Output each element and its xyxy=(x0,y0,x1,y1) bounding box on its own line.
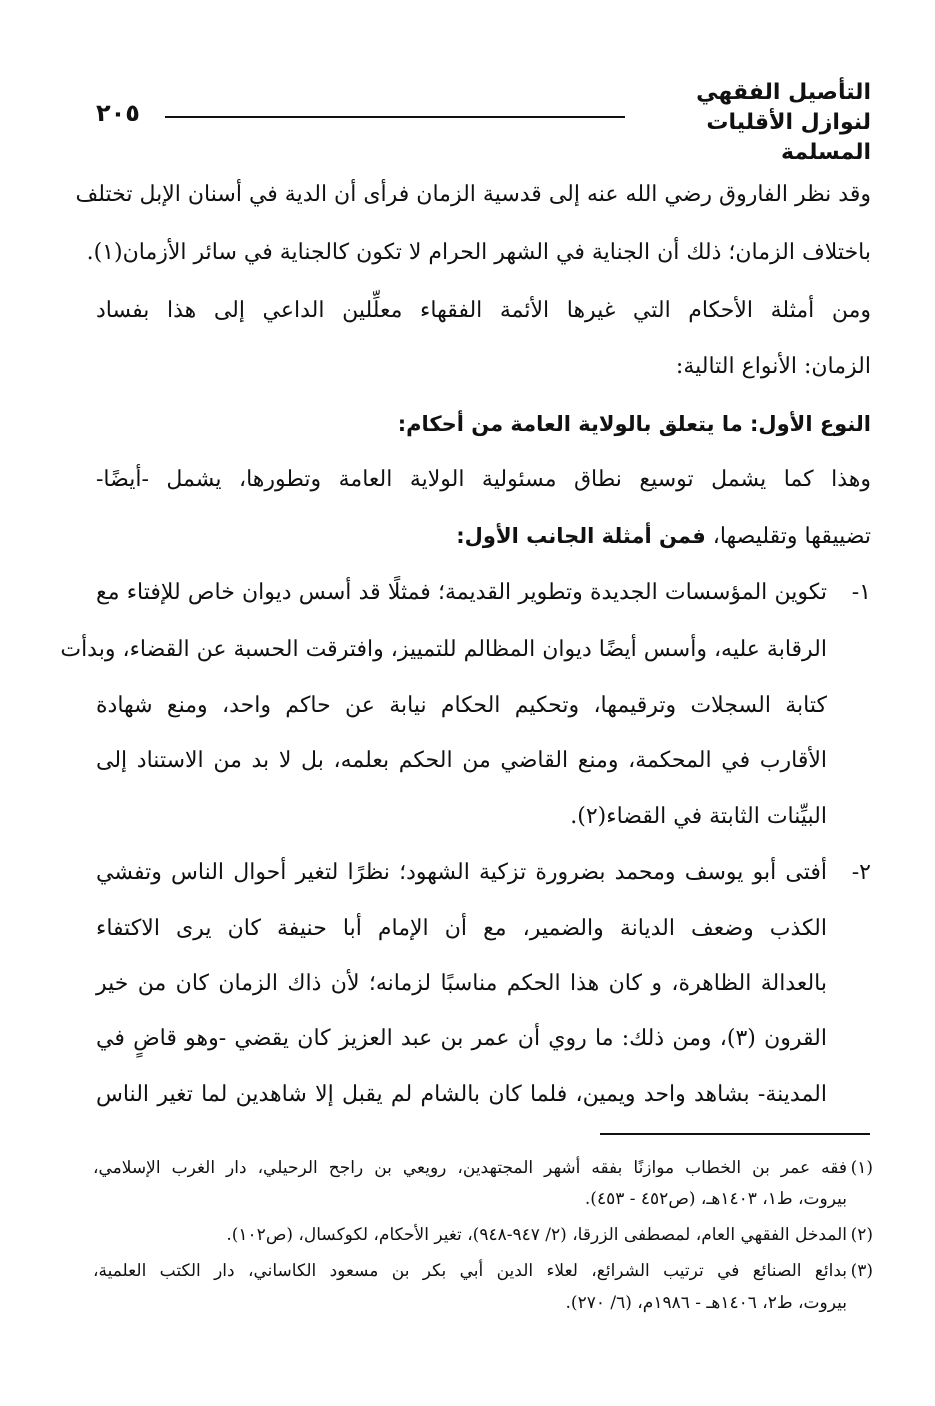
paragraph-1-line-2: باختلاف الزمان؛ ذلك أن الجناية في الشهر الحرام لا تكون كالجناية في سائر الأزمان(١). xyxy=(86,240,871,265)
list-item-2-line-1: أفتى أبو يوسف ومحمد بضرورة تزكية الشهود؛ نظرًا لتغير أحوال الناس وتفشي xyxy=(96,860,827,885)
footnote-3-line-2: بيروت، ط٢، ١٤٠٦هـ - ١٩٨٦م، (٦/ ٢٧٠). xyxy=(565,1293,847,1313)
footnote-separator xyxy=(600,1133,870,1135)
list-item-1-line-5: البيِّنات الثابتة في القضاء(٢). xyxy=(570,804,827,829)
list-item-1-line-4: الأقارب في المحكمة، ومنع القاضي من الحكم بعلمه، بل لا بد من الاستناد إلى xyxy=(96,748,827,773)
header-rule xyxy=(165,116,625,118)
footnote-1-line-2: بيروت، ط١، ١٤٠٣هـ، (ص٤٥٢ - ٤٥٣). xyxy=(584,1189,847,1209)
paragraph-1-line-1: وقد نظر الفاروق رضي الله عنه إلى قدسية الزمان فرأى أن الدية في أسنان الإبل تختلف xyxy=(75,182,871,207)
list-item-2-line-3: بالعدالة الظاهرة، و كان هذا الحكم مناسبًا لزمانه؛ لأن ذاك الزمان كان من خير xyxy=(96,971,827,996)
list-item-2-line-2: الكذب وضعف الديانة والضمير، مع أن الإمام أبا حنيفة كان يرى الاكتفاء xyxy=(96,916,827,941)
running-header-title xyxy=(631,78,871,168)
paragraph-3-line-2-text: تضييقها وتقليصها، xyxy=(712,524,871,549)
list-item-2-line-5: المدينة- بشاهد واحد ويمين، فلما كان بالشام لم يقبل إلا شاهدين لما تغير الناس xyxy=(96,1082,827,1107)
footnote-3-number: (٣) xyxy=(850,1261,873,1281)
section-heading: النوع الأول: ما يتعلق بالولاية العامة من أحكام: xyxy=(397,412,871,436)
header-title-line-1: التأصيل الفقهي xyxy=(696,80,871,105)
paragraph-3-line-2-bold: فمن أمثلة الجانب الأول: xyxy=(456,524,706,548)
list-item-1-number: ١- xyxy=(851,580,871,605)
list-item-1-line-3: كتابة السجلات وترقيمها، وتحكيم الحكام نيابة عن حاكم واحد، ومنع شهادة xyxy=(96,693,827,718)
paragraph-3-line-2 xyxy=(96,521,871,552)
paragraph-3-line-1: وهذا كما يشمل توسيع نطاق مسئولية الولاية العامة وتطورها، يشمل -أيضًا- xyxy=(96,467,871,492)
list-item-1-line-1: تكوين المؤسسات الجديدة وتطوير القديمة؛ فمثلًا قد أسس ديوان خاص للإفتاء مع xyxy=(96,580,827,605)
footnote-1-number: (١) xyxy=(850,1158,873,1178)
header-title-line-2: لنوازل الأقليات المسلمة xyxy=(706,110,871,165)
footnote-3-line-1: بدائع الصنائع في ترتيب الشرائع، لعلاء الدين أبي بكر بن مسعود الكاساني، دار الكتب العلمية، xyxy=(93,1261,847,1281)
footnote-1-line-1: فقه عمر بن الخطاب موازنًا بفقه أشهر المجتهدين، رويعي بن راجح الرحيلي، دار الغرب الإسلامي، xyxy=(93,1158,847,1178)
page-number: ٢٠٥ xyxy=(96,99,140,127)
paragraph-2-line-1: ومن أمثلة الأحكام التي غيرها الأئمة الفقهاء معلِّلين الداعي إلى هذا بفساد xyxy=(96,298,871,323)
paragraph-2-line-2: الزمان: الأنواع التالية: xyxy=(675,354,871,379)
footnote-2-number: (٢) xyxy=(850,1225,873,1245)
list-item-2-line-4: القرون (٣)، ومن ذلك: ما روي أن عمر بن عبد العزيز كان يقضي -وهو قاضٍ في xyxy=(96,1026,827,1051)
list-item-2-number: ٢- xyxy=(851,860,871,885)
list-item-1-line-2: الرقابة عليه، وأسس أيضًا ديوان المظالم للتمييز، وافترقت الحسبة عن القضاء، وبدأت xyxy=(60,637,827,662)
footnote-2-line-1: المدخل الفقهي العام، لمصطفى الزرقا، (٢/ ٩٤٧-٩٤٨)، تغير الأحكام، لكوكسال، (ص١٠٢). xyxy=(226,1225,847,1245)
